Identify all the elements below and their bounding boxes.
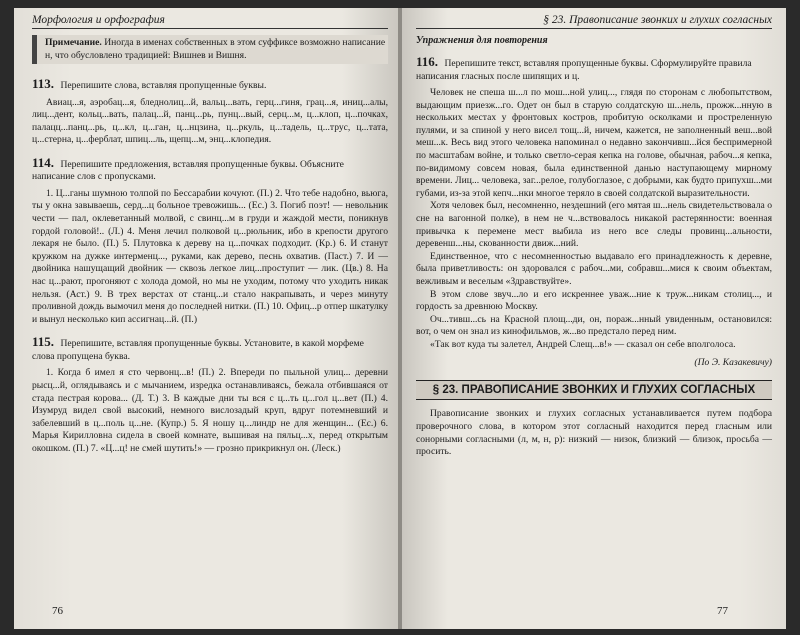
exercise-116-paragraph-3: Единственное, что с несомненностью выдавало его принадлежность к деревне, была приветливость: он здоровался с рабоч...ми, собравш...мися к своим объектам, вежливым и веселым «Здравствуйте».	[416, 250, 772, 287]
exercise-115-task: Перепишите, вставляя пропущенные буквы. Установите, в какой морфеме слова пропущена буква.	[32, 338, 364, 362]
exercise-113-heading	[32, 78, 388, 93]
right-running-head: § 23. Правописание звонких и глухих согласных	[416, 14, 772, 29]
section-23-title: § 23. ПРАВОПИСАНИЕ ЗВОНКИХ И ГЛУХИХ СОГЛАСНЫХ	[416, 380, 772, 400]
review-heading: Упражнения для повторения	[416, 35, 548, 46]
right-page-number: 77	[717, 605, 728, 617]
exercise-116-paragraph-4: В этом слове звуч...ло и его искреннее уваж...ние к труж...никам столиц..., и гордость за древнюю Москву.	[416, 288, 772, 313]
exercise-116-paragraph-6: «Так вот куда ты залетел, Андрей Слещ...в!» — сказал он себе вполголоса.	[430, 338, 736, 350]
exercise-113-task: Перепишите слова, вставляя пропущенные буквы.	[60, 80, 267, 91]
exercise-114-number: 114.	[32, 154, 55, 170]
left-running-head: Морфология и орфография	[32, 14, 388, 29]
exercise-116-heading	[416, 56, 772, 83]
note-label: Примечание.	[45, 37, 102, 48]
note-box	[32, 35, 388, 64]
exercise-116-paragraph-2: Хотя человек был, несомненно, нездешний (его мятая ш...нель свидетельствовала о сне на вагонной полке), в нем не ч...вствовалось никакой растерянности: военная привычка к перемене мест выбила из него все следы провинц...альности, деревенш...ны, скованности движ...ний.	[416, 200, 772, 250]
exercise-114-text: 1. Ц...ганы шумною толпой по Бессарабии кочуют. (П.) 2. Что тебе надобно, вьюга, ты у окна завываешь, серд...ц больное тревожишь... (Ес.) 3. Погиб поэт! — невольник чести — пал, оклеветанный молвой, с свинц...м в груди и жаждой мести, поникнув гордой головой!.. (Л.) 4. Меня лечил полковой ц...рюльник, ибо в крепости другого лекаря не было. (П.) 5. Плутовка к дереву на ц...почках подходит. (Кр.) 6. И станут кружком на дужке интерменц..., руками, как дерево, песнь охватив. (Паст.) 7. И — двойника нашущащий двойник — сквозь легкое лиц...проступит — лик. (Цв.) 8. На нас ц...рают, прогоняют с холода домой, но мы не уходим, потому что уходить никак нельзя. (Аст.) 9. В трех верстах от станц...и стало накрапывать, и через минуту проливной дождь вымочил меня до последней нитки. (П.) 10. Офиц...р отпер шкатулку и вынул несколько кип ассигнац...й. (П.)	[32, 187, 388, 325]
exercise-115-text: 1. Когда б имел я сто червонц...в! (П.) 2. Впереди по пыльной улиц... деревни рысц...й, оглядываясь и с мычанием, изредка останавливаясь, бежала отбившаяся от стада пестрая корова... (Д. Т.) 3. В каждые дни ты вся с ц...ть ц...гол ц...вет (П.) 4. Изумруд видел свой высокий, немного вислозадый круп, вдруг потемневший и забелевший в ц...поль ц...не. (Купр.) 5. Я ношу ц...линдр не для женщин... (Ес.) 6. Марья Кирилловна сидела в своей комнате, вышивая на пяльц...х, перед открытым окошком. (П.) 7. «Ц...ц! не смей шутить!» — грозно прикрикнул он. (Леск.)	[32, 367, 388, 454]
exercise-116-task: Перепишите текст, вставляя пропущенные буквы. Сформулируйте правила написания гласных после шипящих и ц.	[416, 58, 752, 82]
left-page-number: 76	[52, 605, 63, 617]
exercise-116-source: (По Э. Казакевичу)	[694, 357, 772, 369]
exercise-113-number: 113.	[32, 76, 55, 91]
exercise-114-heading	[32, 154, 388, 184]
note-text: Иногда в именах собственных в этом суффиксе возможно написание н, что обусловлено традицией: Вишнев и Вишня.	[45, 37, 386, 61]
exercise-115-heading	[32, 336, 388, 363]
right-page	[402, 8, 786, 629]
exercise-113-text: Авиац...я, аэробац...я, бледнолиц...й, вальц...вать, герц...гиня, грац...я, иниц...алы, лиц...дент, кольц...вать, палац...й, панц...рь, пунц...вый, серц...м, ц...клоп, ц...почках, палацц...панц...рь, ц...кл, ц...ган, ц...нцзина, ц...ркуль, ц...тадель, ц...трус, ц...тата, ц...стерна, ц...ферблат, шпиц...ль, щепц...м, энц...клопедия.	[32, 96, 388, 146]
exercise-116-paragraph-5: Оч...тивш...сь на Красной площ...ди, он, пораж...нный увиденным, остановился: вот, о чем он знал из кинофильмов, ж...во предстало перед ним.	[416, 313, 772, 338]
exercise-114-task: Перепишите предложения, вставляя пропущенные буквы. Объясните написание слов с пропусками.	[32, 158, 344, 183]
section-23-text: Правописание звонких и глухих согласных устанавливается путем подбора проверочного слова, в котором этот согласный находится перед гласным или сонорными согласными (л, м, н, р): низкий — низок, близкий — близок, просьба — просить.	[416, 408, 772, 458]
exercise-115-number: 115.	[32, 334, 55, 350]
exercise-116-number: 116.	[416, 54, 439, 69]
left-page	[14, 8, 400, 629]
exercise-116-paragraph-1: Человек не спеша ш...л по мош...ной улиц..., глядя по сторонам с любопытством, выдающим приезж...го. Одет он был в старую солдатскую ш...нель, прожж...нную в нескольких местах у фронтовых костров, пробитую осколками и простреленную пулями, и за спиной у него висел тощ...й, ничем, кажется, не заполненный веш...вой меш...к. Весь вид этого человека напоминал о недавно закончивш...йся беспримерной по масштабам войне, и только светло-серая кепка на голове, обычная, рабоч...я кепка, по-видимому совсем новая, была единственной данью наступающему мирному времени. Лиц... человека, заг...релое, голубоглазое, с добрыми, как будто припухш...ми губами, из-за этой кепч...нки многое теряло в своей солдатской выразительности.	[416, 87, 772, 199]
